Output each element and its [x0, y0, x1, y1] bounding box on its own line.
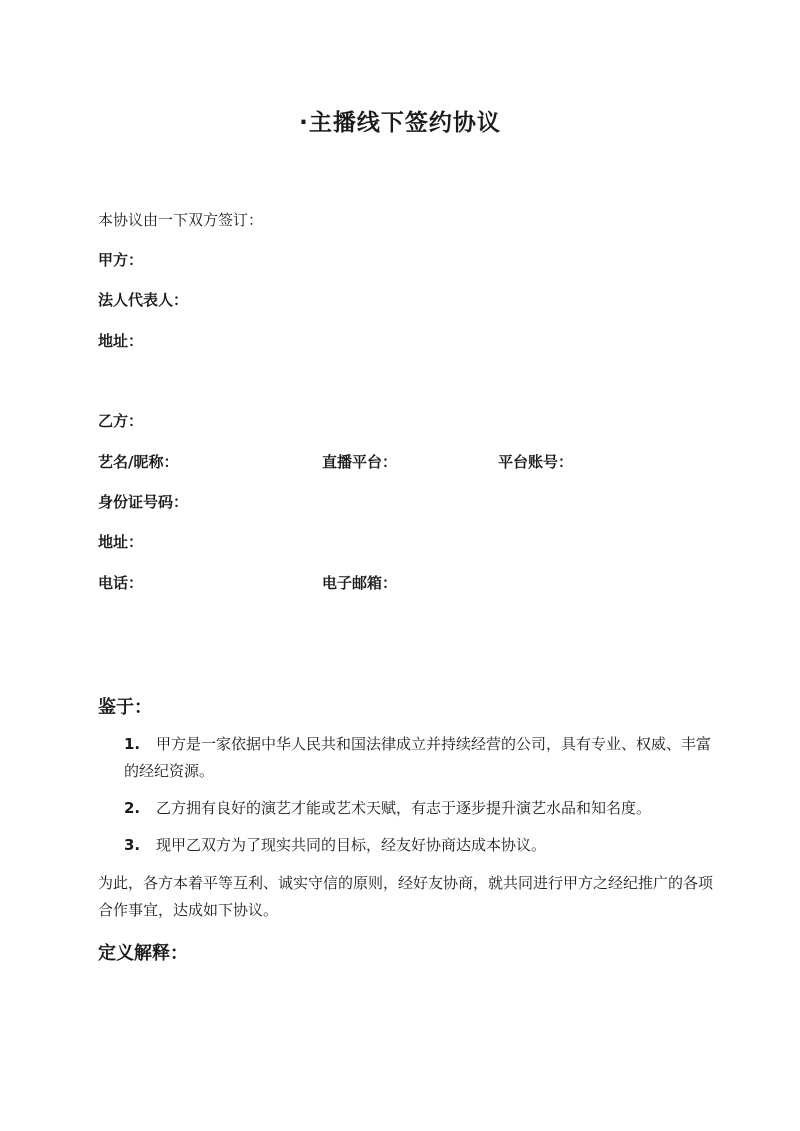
email-label: 电子邮箱： [322, 574, 398, 592]
document-title: ·主播线下签约协议 [299, 110, 501, 136]
party-b-address-label: 地址： [98, 533, 144, 551]
party-a-label: 甲方： [98, 251, 144, 269]
item-text: 甲方是一家依据中华人民共和国法律成立并持续经营的公司，具有专业、权威、丰富的经纪资源。 [124, 735, 712, 780]
item-number: 1. [124, 735, 141, 753]
intro-text: 本协议由一下双方签订： [98, 211, 264, 229]
definitions-heading: 定义解释： [98, 943, 188, 964]
account-label: 平台账号： [498, 453, 574, 471]
legal-rep-label: 法人代表人： [98, 291, 189, 309]
whereas-item [124, 832, 714, 859]
phone-label: 电话： [98, 574, 144, 592]
party-b-label: 乙方： [98, 412, 144, 430]
id-number-label: 身份证号码： [98, 493, 189, 511]
platform-label: 直播平台： [322, 453, 398, 471]
party-a-address-label: 地址： [98, 332, 144, 350]
whereas-heading: 鉴于： [98, 697, 152, 718]
item-text: 现甲乙双方为了现实共同的目标，经友好协商达成本协议。 [156, 836, 547, 854]
item-text: 乙方拥有良好的演艺才能或艺术天赋，有志于逐步提升演艺水品和知名度。 [156, 799, 652, 817]
whereas-item [124, 731, 714, 785]
stage-name-label: 艺名/昵称： [98, 453, 179, 471]
item-number: 2. [124, 799, 141, 817]
conclusion-paragraph: 为此，各方本着平等互利、诚实守信的原则，经好友协商，就共同进行甲方之经纪推广的各项合作事宜，达成如下协议。 [98, 874, 714, 919]
whereas-item [124, 795, 714, 822]
item-number: 3. [124, 836, 141, 854]
